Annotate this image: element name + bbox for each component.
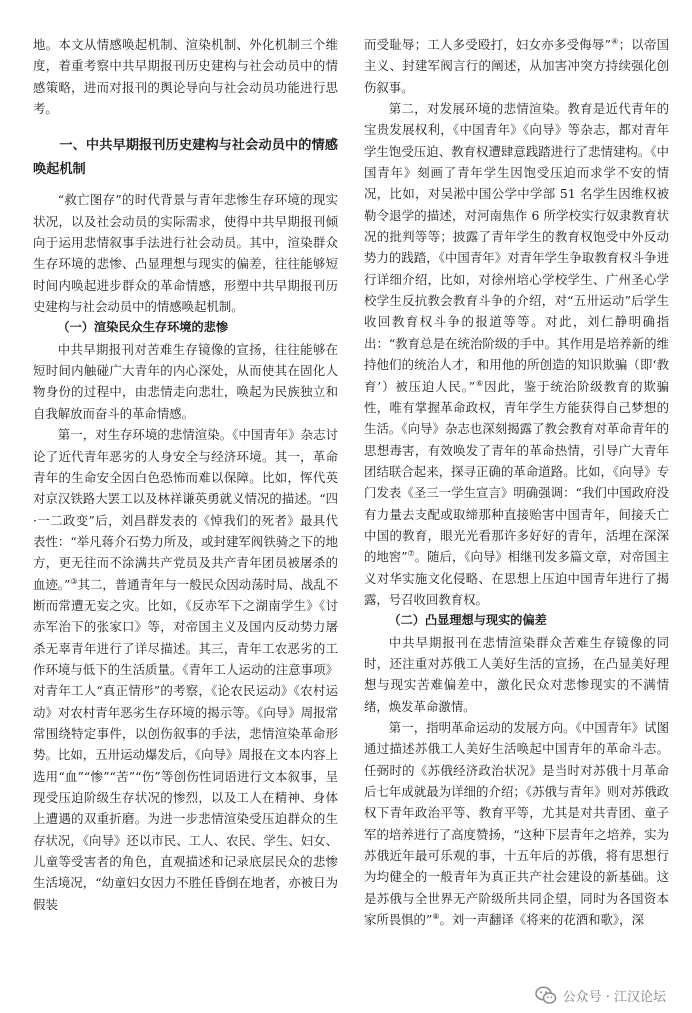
paragraph-development-environment: [364, 98, 669, 610]
text-segment: 。刘一声翻译《将来的花酒和歌》，深: [439, 912, 644, 928]
footnote-marker: ⑦: [407, 549, 415, 559]
watermark: [535, 986, 666, 1005]
paragraph-continued: [364, 34, 669, 98]
footnote-marker: ③: [70, 576, 78, 586]
paragraph-living-environment: [33, 424, 338, 915]
wechat-icon: [535, 986, 557, 1005]
paragraph-intro-continued: 地。本文从情感唤起机制、渲染机制、外化机制三个维度，着重考察中共早期报刊历史建构与社会动员中的情感策略，进而对报刊的舆论导向与社会动员功能进行思考。: [33, 37, 338, 117]
right-column: [364, 34, 669, 930]
paragraph-revolution-direction: [364, 717, 669, 930]
text-segment: 其二，普通青年与一般民众因动荡时局、战乱不断而常遭无妄之灾。比如，《反赤军下之湖南学生》《讨赤军治下的张家口》等，对帝国主义及国内反动势力屠杀无辜青年进行了详尽描述。其三，青年工农恶劣的工作环境与低下的生活质量。《青年工人运动的注意事项》对青年工人“真正情形”的考察，《论农民运动》《农村运动》对农村青年恶劣生存环境的揭示等。《向导》周报常常围绕特定事件，以创伤叙事的手法，悲情渲染革命形势。比如，五卅运动爆发后，《向导》周报在文本内容上选用“血”“惨”“苦”“伤”等创伤性词语进行文本叙事，呈现受压迫阶级生存状况的惨烈，以及工人在精神、身体上遭遇的双重折磨。为进一步悲情渲染受压迫群众的生存状况，《向导》还以市民、工人、农民、学生、妇女、儿童等受害者的角色，直观描述和记录底层民众的悲惨生活境况，“幼童妇女因力不胜任昏倒在地者，亦被日为假装: [33, 576, 339, 912]
paragraph-subsection-2-intro: 中共早期报刊在悲情渲染群众苦难生存镜像的同时，还注重对苏俄工人美好生活的宣扬，在凸显美好理想与现实苦难偏差中，激化民众对悲惨现实的不满情绪，焕发革命激情。: [364, 634, 669, 714]
text-segment: ；以帝国主义、封建军阀言行的阐述，从加害冲突方持续强化创伤叙事。: [364, 37, 670, 95]
watermark-text: 公众号 · 江汉论坛: [562, 990, 666, 1005]
text-segment: 第二，对发展环境的悲情渲染。教育是近代青年的宝贵发展权利，《中国青年》《向导》等杂志，都对青年学生饱受压迫、教育权遭肆意践踏进行了悲情建构。《中国青年》刻画了青年学生因饱受压迫而求学不安的情况，比如，对吴淞中国公学中学部 51 名学生因维权被勒令退学的描述，对河南焦作 6 所学校实行奴隶教育状况的批判等等；披露了青年学生的教育权饱受中外反动势力的践踏，《中国青年》对青年学生争取教育权斗争进行详细介绍，比如，对徐州培心学校学生、广州圣心学校学生反抗教会教育斗争的介绍，对“五卅运动”后学生收回教育权斗争的报道等等。对此，刘仁静明确指出：“教育总是在统治阶级的手中。其作用是培养新的维持他们的统治人才，和用他的所创造的知识欺骗（即‘教育’）被压迫人民。”: [364, 101, 669, 394]
footnote-marker: ⑧: [432, 911, 440, 921]
paragraph-section-intro: “救亡图存”的时代背景与青年悲惨生存环境的现实状况，以及社会动员的实际需求，使得中共早期报刊倾向于运用悲情叙事手法进行社会动员。其中，渲染群众生存环境的悲惨、凸显理想与现实的偏差，往往能够短时间内唤起进步群众的革命情感，形塑中共早期报刊历史建构与社会动员中的情感唤起机制。: [33, 192, 338, 315]
text-segment: 第一，对生存环境的悲情渲染。《中国青年》杂志讨论了近代青年恶劣的人身安全与经济环境。其一，革命青年的生命安全因白色恐怖而难以保障。比如，恽代英对京汉铁路大罢工以及林祥谦英勇就义情况的描述。“四·一二政变”后，刘昌群发表的《悼我们的死者》最具代表性：“举凡蒋介石势力所及，或封建军阀铁骑之下的地方，更无往而不涂满共产党员及共产青年团员被屠杀的血迹。”: [33, 427, 338, 592]
subsection-heading-1: （一）渲染民众生存环境的悲惨: [57, 320, 229, 335]
subsection-heading-2: （二）凸显理想与现实的偏差: [388, 613, 547, 628]
left-column: [33, 34, 338, 915]
text-segment: 因此，鉴于统治阶级教育的欺骗性，唯有掌握革命政权，青年学生方能获得自己梦想的生活。《向导》杂志也深刻揭露了教会教育对革命青年的思想毒害，有效唤发了青年的革命热情，引导广大青年团结联合起来，探寻正确的革命道路。比如，《向导》专门发表《圣三一学生宣言》明确强调：“我们中国政府没有力量去支配或取缔那种直接贻害中国青年，间接夭亡中国的教育，眼光光看那许多好好的青年，活埋在深深的地窖”: [364, 378, 670, 565]
text-segment: 而受耻辱；工人多受殴打，妇女亦多受侮辱”: [364, 37, 611, 52]
footnote-marker: ⑥: [475, 378, 485, 388]
section-heading-1: 一、中共早期报刊历史建构与社会动员中的情感唤起机制: [33, 138, 338, 178]
paragraph-subsection-intro: 中共早期报刊对苦难生存镜像的宣扬，往往能够在短时间内触碰广大青年的内心深处，从而使其在固化人物身份的过程中，由悲情走向悲壮，唤起为民族独立和自我解放而奋斗的革命情感。: [33, 341, 338, 421]
text-segment: 第一，指明革命运动的发展方向。《中国青年》试图通过描述苏俄工人美好生活唤起中国青年的革命斗志。任弼时的《苏俄经济政治状况》是当时对苏俄十月革命后七年成就最为详细的介绍；《苏俄与青年》则对苏俄政权下青年政治平等、教育平等，尤其是对共青团、童子军的培养进行了高度赞扬，“这种下层青年之培养，实为苏俄近年最可乐观的事，十五年后的苏俄，将有思想行为均健全的一般青年为真正共产社会建设的新基础。这是苏俄与全世界无产阶级所共同企望，同时为各国资本家所畏惧的”: [364, 720, 669, 928]
footnote-marker: ④: [610, 36, 619, 46]
text-segment: 。随后，《向导》相继刊发多篇文章，对帝国主义对华实施文化侵略、在思想上压迫中国青年进行了揭露，号召收回教育权。: [364, 549, 669, 607]
